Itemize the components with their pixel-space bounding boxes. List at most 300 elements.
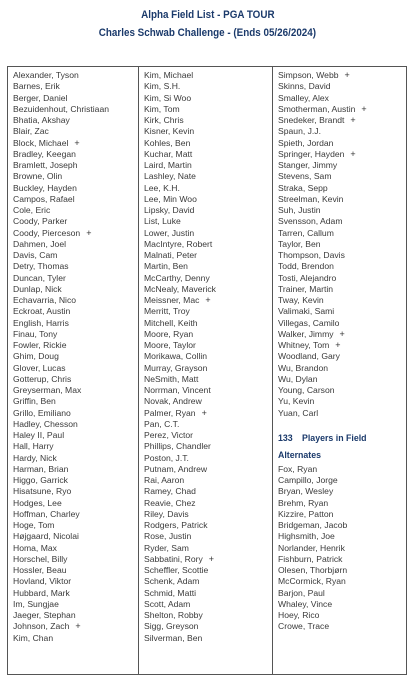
player-row [144, 475, 272, 486]
player-row [144, 498, 272, 509]
player-row [144, 81, 272, 92]
player-name: Tosti, Alejandro [278, 272, 337, 283]
player-row [144, 453, 272, 464]
player-name: Bezuidenhout, Christiaan [13, 103, 110, 114]
player-row [13, 194, 138, 205]
player-row [278, 261, 406, 272]
alternate-name: Highsmith, Joe [278, 531, 335, 542]
player-row [144, 250, 272, 261]
field-column-2 [139, 67, 273, 674]
player-name: Morikawa, Collin [144, 351, 208, 362]
document-header [0, 0, 415, 52]
player-row [144, 430, 272, 441]
player-row [13, 104, 138, 115]
player-name: Valimaki, Sami [278, 306, 335, 317]
player-name: Trainer, Martin [278, 283, 334, 294]
player-row [144, 554, 272, 565]
player-row [13, 453, 138, 464]
player-name: Alexander, Tyson [13, 70, 79, 80]
player-name: Walker, Jimmy [278, 328, 334, 339]
player-row [144, 385, 272, 396]
player-name: Ramey, Chad [144, 486, 196, 497]
player-row [278, 171, 406, 182]
list-title: Alpha Field List - PGA TOUR [140, 9, 275, 21]
player-name: Kohles, Ben [144, 137, 191, 148]
player-name: Smalley, Alex [278, 92, 329, 103]
player-name: Palmer, Ryan [144, 407, 196, 418]
player-name: Barnes, Erik [13, 81, 60, 92]
player-name: Fowler, Rickie [13, 340, 67, 350]
player-row [13, 509, 138, 520]
plus-marker: + [335, 340, 341, 350]
player-row [13, 93, 138, 104]
player-row [144, 486, 272, 497]
player-name: Spieth, Jordan [278, 137, 334, 148]
player-row [13, 171, 138, 182]
player-row [144, 115, 272, 126]
player-row [278, 239, 406, 250]
player-name: Ghim, Doug [13, 351, 59, 362]
player-name: NeSmith, Matt [144, 373, 199, 384]
player-name: Detry, Thomas [13, 261, 69, 272]
player-name: Tway, Kevin [278, 295, 324, 305]
player-row [13, 149, 138, 160]
player-name: Kim, Michael [144, 70, 194, 80]
player-row [144, 194, 272, 205]
player-row [278, 329, 406, 340]
player-row [278, 318, 406, 329]
player-row [144, 183, 272, 194]
player-name: Hoffman, Charley [13, 508, 80, 519]
player-name: Merritt, Troy [144, 306, 190, 317]
player-name: Horschel, Billy [13, 553, 68, 564]
plus-marker: + [339, 328, 345, 339]
player-name: Stevens, Sam [278, 171, 332, 182]
player-name: Moore, Ryan [144, 328, 194, 339]
player-name: Rodgers, Patrick [144, 520, 208, 530]
player-name: Laird, Martin [144, 160, 192, 170]
player-name: Schenk, Adam [144, 576, 200, 587]
player-name: Hossler, Beau [13, 565, 67, 575]
player-row [278, 340, 406, 351]
alternate-name: Bridgeman, Jacob [278, 520, 348, 530]
player-row [278, 81, 406, 92]
player-row [13, 250, 138, 261]
player-row [13, 588, 138, 599]
player-name: Wu, Brandon [278, 362, 329, 373]
player-row [144, 70, 272, 81]
alternate-name: Crowe, Trace [278, 621, 330, 632]
plus-marker: + [344, 70, 350, 80]
player-name: Echavarria, Nico [13, 295, 77, 305]
player-row [13, 318, 138, 329]
plus-marker: + [86, 227, 92, 238]
player-name: Wu, Dylan [278, 373, 318, 384]
plus-marker: + [75, 621, 81, 632]
player-name: Sabbatini, Rory [144, 553, 203, 564]
player-row [278, 408, 406, 419]
plus-marker: + [74, 137, 80, 148]
player-row [278, 70, 406, 81]
player-row [13, 475, 138, 486]
alternate-name: Olesen, Thorbjørn [278, 565, 348, 575]
player-row [144, 340, 272, 351]
player-name: Glover, Lucas [13, 362, 66, 373]
player-name: Davis, Cam [13, 250, 58, 260]
player-row [144, 565, 272, 576]
player-row [13, 554, 138, 565]
player-name: Lee, Min Woo [144, 193, 197, 204]
alternate-name: Hoey, Rico [278, 610, 320, 620]
player-name: Meissner, Mac [144, 295, 200, 305]
player-row [13, 228, 138, 239]
player-name: Johnson, Zach [13, 621, 70, 632]
player-row [144, 104, 272, 115]
player-row [13, 430, 138, 441]
player-row [144, 599, 272, 610]
plus-marker: + [361, 103, 367, 114]
player-name: Rai, Aaron [144, 475, 185, 485]
player-name: Villegas, Camilo [278, 317, 340, 328]
player-row [278, 93, 406, 104]
player-row [13, 261, 138, 272]
player-name: Coody, Parker [13, 216, 68, 227]
player-name: Skinns, David [278, 81, 331, 92]
player-row [278, 126, 406, 137]
player-row [144, 531, 272, 542]
player-row [13, 115, 138, 126]
player-name: Browne, Olin [13, 171, 63, 182]
player-row [13, 610, 138, 621]
player-row [278, 374, 406, 385]
player-row [144, 633, 272, 644]
player-name: Norrman, Vincent [144, 385, 211, 395]
player-row [144, 295, 272, 306]
player-name: Kirk, Chris [144, 115, 184, 125]
player-row [13, 239, 138, 250]
player-name: Phillips, Chandler [144, 441, 211, 452]
player-name: Martin, Ben [144, 261, 188, 272]
player-name: Rose, Justin [144, 531, 192, 542]
player-row [144, 171, 272, 182]
player-row [144, 160, 272, 171]
player-row [144, 374, 272, 385]
player-name: Schmid, Matti [144, 587, 197, 598]
field-count-number: 133 [278, 432, 293, 443]
player-name: Streelman, Kevin [278, 193, 344, 204]
alternate-name: McCormick, Ryan [278, 576, 346, 587]
player-row [144, 464, 272, 475]
player-name: Scott, Adam [144, 598, 191, 609]
player-row [13, 205, 138, 216]
player-name: Putnam, Andrew [144, 463, 208, 474]
player-row [278, 160, 406, 171]
player-name: Berger, Daniel [13, 92, 68, 103]
player-row [13, 565, 138, 576]
player-row [13, 273, 138, 284]
player-row [144, 363, 272, 374]
player-row [144, 273, 272, 284]
player-row [13, 81, 138, 92]
player-row [144, 329, 272, 340]
alternate-name: Barjon, Paul [278, 587, 325, 598]
player-name: Scheffler, Scottie [144, 565, 209, 575]
player-row [278, 363, 406, 374]
player-name: Jaeger, Stephan [13, 610, 76, 620]
player-name: Tarren, Callum [278, 227, 334, 238]
player-row [13, 498, 138, 509]
player-name: Haley II, Paul [13, 430, 65, 440]
player-name: Stanger, Jimmy [278, 160, 338, 170]
player-row [13, 419, 138, 430]
player-name: Kisner, Kevin [144, 126, 195, 137]
player-row [13, 340, 138, 351]
player-row [13, 126, 138, 137]
player-name: Poston, J.T. [144, 452, 189, 463]
player-name: Hisatsune, Ryo [13, 486, 72, 497]
player-row [144, 261, 272, 272]
player-name: Shelton, Robby [144, 610, 203, 620]
player-name: Campos, Rafael [13, 193, 75, 204]
player-row [144, 543, 272, 554]
player-name: Bhatia, Akshay [13, 115, 70, 125]
player-row [13, 70, 138, 81]
player-name: Lee, K.H. [144, 182, 180, 193]
player-row [144, 239, 272, 250]
player-name: Hadley, Chesson [13, 418, 78, 429]
player-name: Homa, Max [13, 542, 57, 553]
alternate-name: Fishburn, Patrick [278, 553, 343, 564]
player-row [144, 419, 272, 430]
player-row [13, 374, 138, 385]
player-name: Pan, C.T. [144, 418, 180, 429]
player-name: Dahmen, Joel [13, 238, 67, 249]
player-row [13, 621, 138, 632]
player-name: Yu, Kevin [278, 396, 315, 407]
player-row [13, 138, 138, 149]
player-name: Kuchar, Matt [144, 148, 193, 159]
player-row [13, 520, 138, 531]
player-name: Svensson, Adam [278, 216, 343, 227]
player-name: Kim, Chan [13, 632, 54, 643]
player-name: Bramlett, Joseph [13, 160, 78, 170]
player-name: Griffin, Ben [13, 396, 56, 407]
player-name: Riley, Davis [144, 508, 189, 519]
alternate-name: Whaley, Vince [278, 598, 333, 609]
player-name: Reavie, Chez [144, 497, 196, 508]
field-list-table [7, 66, 407, 675]
player-name: Blair, Zac [13, 126, 49, 137]
player-name: Silverman, Ben [144, 632, 203, 643]
player-name: Cole, Eric [13, 205, 51, 215]
field-column-3 [273, 67, 406, 674]
player-name: Sigg, Greyson [144, 621, 199, 632]
player-name: Straka, Sepp [278, 182, 328, 193]
player-row [278, 138, 406, 149]
player-row [144, 520, 272, 531]
player-name: McNealy, Maverick [144, 283, 216, 294]
field-column-1 [8, 67, 139, 674]
plus-marker: + [208, 553, 215, 564]
player-name: Buckley, Hayden [13, 182, 77, 193]
player-row [278, 115, 406, 126]
player-name: Lashley, Nate [144, 171, 196, 182]
player-row [144, 318, 272, 329]
player-name: Greyserman, Max [13, 385, 82, 395]
player-name: English, Harris [13, 317, 69, 328]
player-row [13, 486, 138, 497]
plus-marker: + [201, 407, 207, 418]
player-name: Finau, Tony [13, 328, 58, 339]
player-name: Yuan, Carl [278, 407, 319, 418]
player-name: Lower, Justin [144, 227, 195, 238]
player-row [13, 295, 138, 306]
player-name: Mitchell, Keith [144, 317, 198, 328]
player-name: Simpson, Webb [278, 70, 339, 80]
player-name: MacIntyre, Robert [144, 238, 213, 249]
player-name: Perez, Victor [144, 430, 194, 440]
alternate-name: Brehm, Ryan [278, 497, 329, 508]
player-row [278, 104, 406, 115]
player-row [144, 351, 272, 362]
player-row [144, 509, 272, 520]
player-row [144, 126, 272, 137]
player-row [144, 93, 272, 104]
player-row [278, 228, 406, 239]
player-name: Malnati, Peter [144, 250, 198, 260]
player-name: Block, Michael [13, 137, 69, 148]
player-name: Højgaard, Nicolai [13, 531, 79, 542]
player-row [13, 284, 138, 295]
player-row [144, 205, 272, 216]
player-name: Young, Carson [278, 385, 335, 395]
player-row [144, 138, 272, 149]
player-name: Whitney, Tom [278, 340, 330, 350]
player-name: Bradley, Keegan [13, 148, 76, 159]
player-name: Coody, Pierceson [13, 227, 81, 238]
player-row [13, 216, 138, 227]
player-name: Im, Sungjae [13, 598, 59, 609]
player-name: Higgo, Garrick [13, 475, 68, 485]
plus-marker: + [350, 115, 356, 125]
player-row [278, 396, 406, 407]
player-row [278, 273, 406, 284]
player-row [144, 306, 272, 317]
player-name: Harman, Brian [13, 463, 69, 474]
field-count [278, 432, 406, 445]
player-name: Snedeker, Brandt [278, 115, 345, 125]
player-name: Hall, Harry [13, 441, 54, 452]
player-name: Springer, Hayden [278, 148, 345, 159]
player-row [144, 408, 272, 419]
player-row [278, 284, 406, 295]
field-column-3-names [278, 70, 406, 419]
player-row [13, 408, 138, 419]
player-row [13, 385, 138, 396]
player-name: Woodland, Gary [278, 351, 340, 362]
player-row [13, 464, 138, 475]
player-row [144, 284, 272, 295]
player-row [13, 306, 138, 317]
player-name: Spaun, J.J. [278, 126, 321, 137]
player-row [13, 633, 138, 644]
player-row [13, 363, 138, 374]
player-name: Novak, Andrew [144, 396, 202, 407]
alternate-name: Campillo, Jorge [278, 475, 338, 485]
plus-marker: + [350, 148, 356, 159]
player-row [13, 531, 138, 542]
tournament-title: Charles Schwab Challenge - (Ends 05/26/2024) [98, 27, 317, 39]
player-name: Taylor, Ben [278, 238, 321, 249]
alternate-name: Norlander, Henrik [278, 542, 345, 553]
player-name: Dunlap, Nick [13, 283, 62, 294]
player-row [278, 295, 406, 306]
player-name: Smotherman, Austin [278, 103, 356, 114]
player-name: List, Luke [144, 216, 181, 227]
player-row [144, 149, 272, 160]
player-row [278, 306, 406, 317]
player-name: Moore, Taylor [144, 340, 196, 350]
player-name: Duncan, Tyler [13, 272, 66, 283]
player-name: Grillo, Emiliano [13, 407, 71, 418]
player-row [278, 194, 406, 205]
player-row [144, 396, 272, 407]
player-row [144, 621, 272, 632]
plus-marker: + [205, 295, 211, 305]
player-name: Todd, Brendon [278, 261, 334, 272]
field-count-label: Players in Field [302, 432, 367, 443]
player-name: Thompson, Davis [278, 250, 345, 260]
player-name: Hodges, Lee [13, 497, 62, 508]
player-name: Hovland, Viktor [13, 576, 72, 587]
player-name: Kim, S.H. [144, 81, 181, 92]
player-name: Lipsky, David [144, 205, 195, 215]
alternate-name: Bryan, Wesley [278, 486, 334, 497]
player-row [278, 183, 406, 194]
player-row [13, 543, 138, 554]
player-row [278, 385, 406, 396]
alternates-list [278, 464, 406, 633]
player-name: Ryder, Sam [144, 542, 189, 553]
player-row [144, 576, 272, 587]
player-name: Gotterup, Chris [13, 373, 72, 384]
player-row [144, 588, 272, 599]
player-name: Kim, Tom [144, 103, 180, 114]
player-row [278, 149, 406, 160]
player-row [13, 160, 138, 171]
player-row [13, 329, 138, 340]
player-row [278, 216, 406, 227]
player-row [13, 576, 138, 587]
player-row [13, 351, 138, 362]
player-row [144, 610, 272, 621]
player-name: Suh, Justin [278, 205, 321, 215]
player-name: Kim, Si Woo [144, 92, 192, 103]
alternate-name: Fox, Ryan [278, 463, 318, 474]
player-row [13, 396, 138, 407]
player-row [13, 183, 138, 194]
alternate-name: Kizzire, Patton [278, 508, 334, 519]
player-row [13, 599, 138, 610]
player-name: Hoge, Tom [13, 520, 55, 530]
player-name: Murray, Grayson [144, 362, 208, 373]
player-row [144, 441, 272, 452]
player-name: Eckroat, Austin [13, 306, 71, 317]
player-row [144, 228, 272, 239]
player-name: Hardy, Nick [13, 452, 57, 463]
player-row [144, 216, 272, 227]
player-name: McCarthy, Denny [144, 272, 210, 283]
